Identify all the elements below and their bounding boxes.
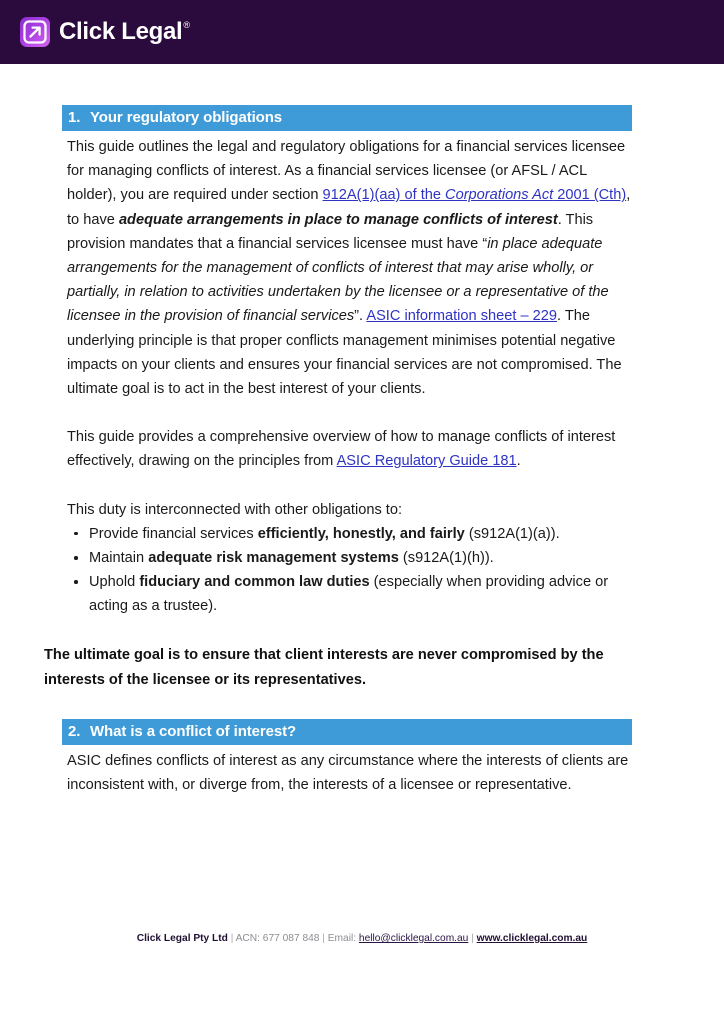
obligations-list [62,522,632,619]
bullet-1-bold: efficiently, honestly, and fairly [257,525,465,542]
brand-wordmark [59,20,190,44]
link-912a-part-3: 2001 (Cth) [553,187,627,204]
bullet-3-bold: fiduciary and common law duties [139,574,370,591]
link-912a-part-2: Corporations Act [445,187,554,204]
para-2-text-2: . [516,453,521,470]
bullet-dot-icon [74,556,78,560]
section-2-number: 2. [68,722,81,740]
content-column [44,105,632,797]
bullet-3-post: (especially when providing advice or acting as a trustee). [89,574,609,615]
bullet-1-pre: Provide financial services [89,525,258,542]
footer-company-name: Click Legal Pty Ltd [136,933,228,944]
footer-email-label: Email: [327,933,359,944]
link-asic-regulatory-guide-181[interactable]: ASIC Regulatory Guide 181 [336,453,517,470]
paragraph-conflict-definition: ASIC defines conflicts of interest as any circumstance where the interests of clients are inconsistent with, or diverge from, the interests of a licensee or representative. [67,752,629,793]
list-item [62,522,632,546]
section-2-title: What is a conflict of interest? [90,722,297,740]
footer-email-link[interactable]: hello@clicklegal.com.au [358,933,469,944]
section-1-title: Your regulatory obligations [90,109,283,126]
footer-separator-1: | [227,933,236,944]
footer-acn: ACN: 677 087 848 [235,933,320,944]
arrow-up-right-square-icon [20,17,50,47]
para-1-text-3: . This provision mandates that a financial services licensee must have “ [67,211,594,252]
bullet-2-pre: Maintain [89,550,149,567]
link-corporations-act-912a[interactable] [323,187,627,203]
footer-website-link[interactable]: www.clicklegal.com.au [476,933,588,944]
section-heading-1 [62,105,632,131]
paragraph-guide-overview [62,425,632,473]
document-page [0,64,724,902]
bullet-dot-icon [74,580,78,584]
brand-trademark-symbol: ® [183,20,191,30]
list-item [62,570,632,618]
bullet-3-pre: Uphold [89,574,140,591]
footer-separator-2: | [319,933,328,944]
list-item [62,546,632,570]
brand-header [0,0,724,64]
bullet-2-post: (s912A(1)(h)). [398,550,494,567]
bullet-1-post: (s912A(1)(a)). [464,525,560,542]
section-heading-2 [62,719,632,745]
link-912a-part-1: 912A(1)(aa) of the [322,187,446,204]
goal-statement-text: The ultimate goal is to ensure that client interests are never compromised by the interests of the licensee or its representatives [44,646,604,688]
para-1-quoted-provision: in place adequate arrangements for the management of conflicts of interest that may arise wholly, or partially, in relation to activities undertaken by the licensee or a representative of the licensee in the provision of financial services [67,235,609,325]
bullet-dot-icon [74,532,78,536]
section-1-number: 1. [68,109,81,126]
brand-lockup [20,17,190,47]
link-asic-information-sheet-229[interactable]: ASIC information sheet – 229 [366,308,557,325]
footer-separator-3: | [468,933,477,944]
paragraph-list-intro: This duty is interconnected with other obligations to: [67,501,403,518]
para-1-text-1: This guide outlines the legal and regulatory obligations for a financial services licensee for managing conflicts of interest. As a financial services licensee (or AFSL / ACL holder), you are required under section [67,139,626,204]
para-1-text-2: , to have [67,187,631,228]
section-spacer [62,693,632,719]
paragraph-ultimate-goal [44,643,634,693]
brand-name: Click Legal [59,18,183,45]
paragraph-regulatory-obligations [62,135,632,401]
para-1-text-4: ”. [354,308,367,325]
bullet-2-bold: adequate risk management systems [148,550,399,567]
page-footer [0,932,724,946]
para-1-text-5: . The underlying principle is that proper conflicts management minimises potential negative impacts on your clients and ensures your financial services are not compromised. The ultimate goal is to act in the best interest of your clients. [67,308,622,398]
para-2-text-1: This guide provides a comprehensive overview of how to manage conflicts of interest effectively, drawing on the principles from [67,429,616,470]
goal-statement-period: . [361,671,367,688]
para-1-emphasis-adequate-arrangements: adequate arrangements in place to manage conflicts of interest [118,211,558,228]
